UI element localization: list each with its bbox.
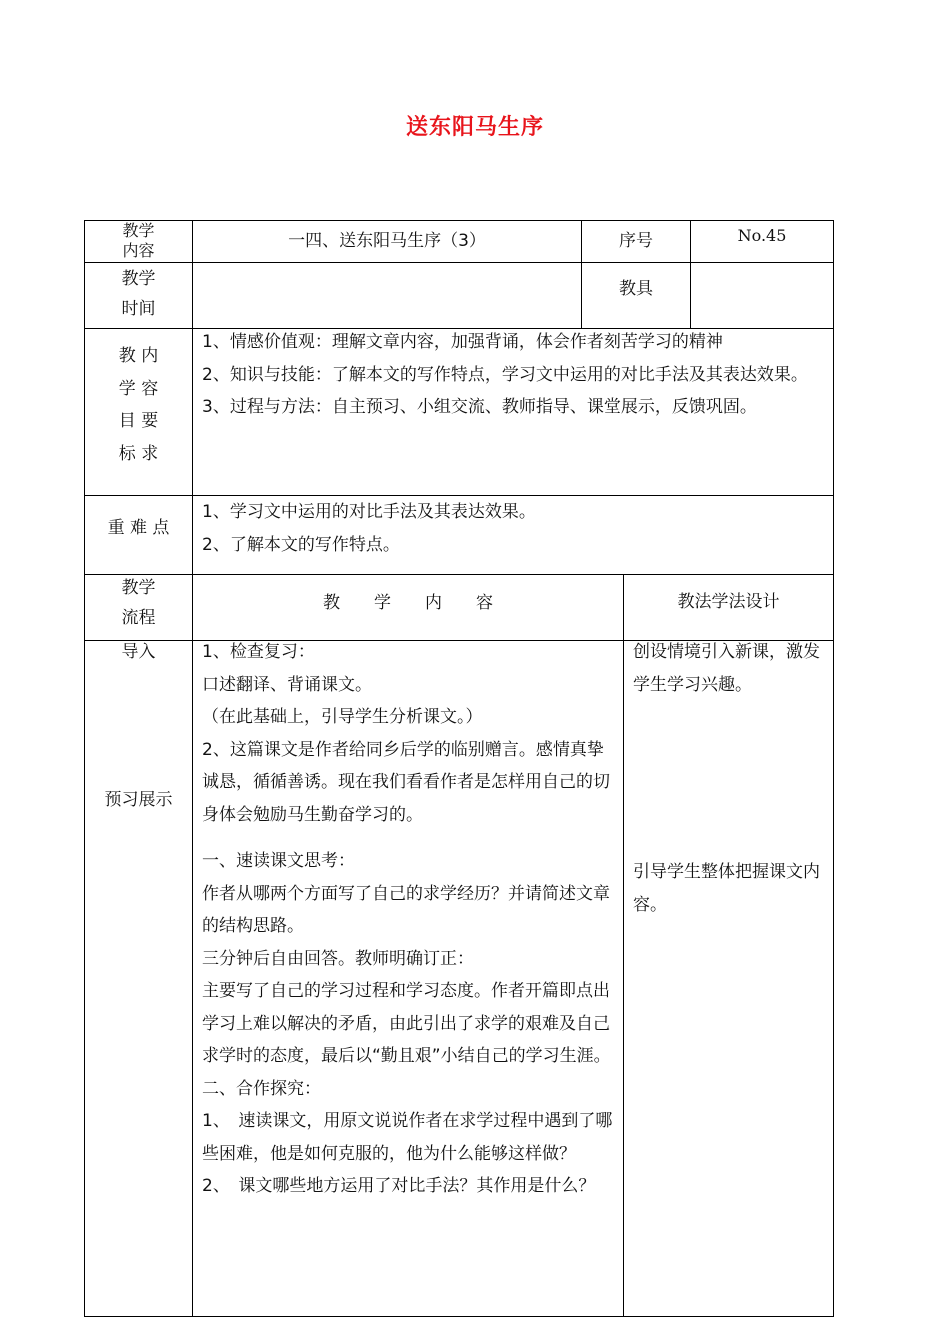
content-paragraph: 作者从哪两个方面写了自己的求学经历？并请简述文章的结构思路。 [202,883,610,936]
lesson-content-value: 一四、送东阳马生序（3） [288,231,486,251]
content-paragraph: 1、 速读课文，用原文说说作者在求学过程中遇到了哪些困难，他是如何克服的，他为什么能够这样做？ [202,1111,613,1164]
content-paragraph: 1、检查复习： [202,642,315,662]
design-heading: 教法学法设计 [677,592,780,612]
lesson-time-value [193,263,581,328]
content-paragraph: 二、合作探究： [202,1078,321,1099]
label-serial: 序号 [619,231,653,251]
label-objectives: 教 内 学 容 目 要 标 求 [118,346,159,464]
objective-item: 2、知识与技能：了解本文的写作特点，学习文中运用的对比手法及其表达效果。 [202,364,808,385]
stage-intro: 导入 [121,642,156,662]
content-paragraph: 2、 课文哪些地方运用了对比手法？其作用是什么？ [202,1176,596,1196]
label-key-points: 重 难 点 [107,518,170,538]
content-paragraph: 口述翻译、背诵课文。 [202,674,372,695]
content-heading: 教 学 内 容 [323,593,493,613]
tools-value [691,263,833,328]
key-points-list [202,496,826,574]
design-note-1: 创设情境引入新课，激发学生学习兴趣。 [633,642,820,695]
key-point-item: 1、学习文中运用的对比手法及其表达效果。 [202,502,536,522]
content-paragraph: 一、速读课文思考： [202,851,355,871]
label-lesson-time: 教学 时间 [121,269,156,319]
label-tools: 教具 [619,279,653,299]
process-content [202,636,616,1203]
content-paragraph: （在此基础上，引导学生分析课文。） [202,707,483,727]
serial-value: No.45 [737,226,787,245]
content-paragraph: 2、这篇课文是作者给同乡后学的临别赠言。感情真挚诚恳，循循善诱。现在我们看看作者是怎样用自己的切身体会勉励马生勤奋学习的。 [202,739,610,825]
objective-item: 3、过程与方法：自主预习、小组交流、教师指导、课堂展示，反馈巩固。 [202,397,757,417]
label-process: 教学 流程 [121,578,156,628]
content-paragraph: 主要写了自己的学习过程和学习态度。作者开篇即点出学习上难以解决的矛盾，由此引出了求学的艰难及自己求学时的态度，最后以“勤且艰”小结自己的学习生涯。 [202,981,611,1066]
stage-preview: 预习展示 [104,790,173,810]
label-lesson-content: 教学 内容 [122,221,155,260]
design-note-2: 引导学生整体把握课文内容。 [633,862,820,915]
key-point-item: 2、了解本文的写作特点。 [202,534,400,555]
content-paragraph: 三分钟后自由回答。教师明确订正： [202,948,474,969]
objectives-list [202,326,826,494]
objective-item: 1、情感价值观：理解文章内容，加强背诵，体会作者刻苦学习的精神 [202,332,723,352]
document-title: 送东阳马生序 [405,115,544,140]
